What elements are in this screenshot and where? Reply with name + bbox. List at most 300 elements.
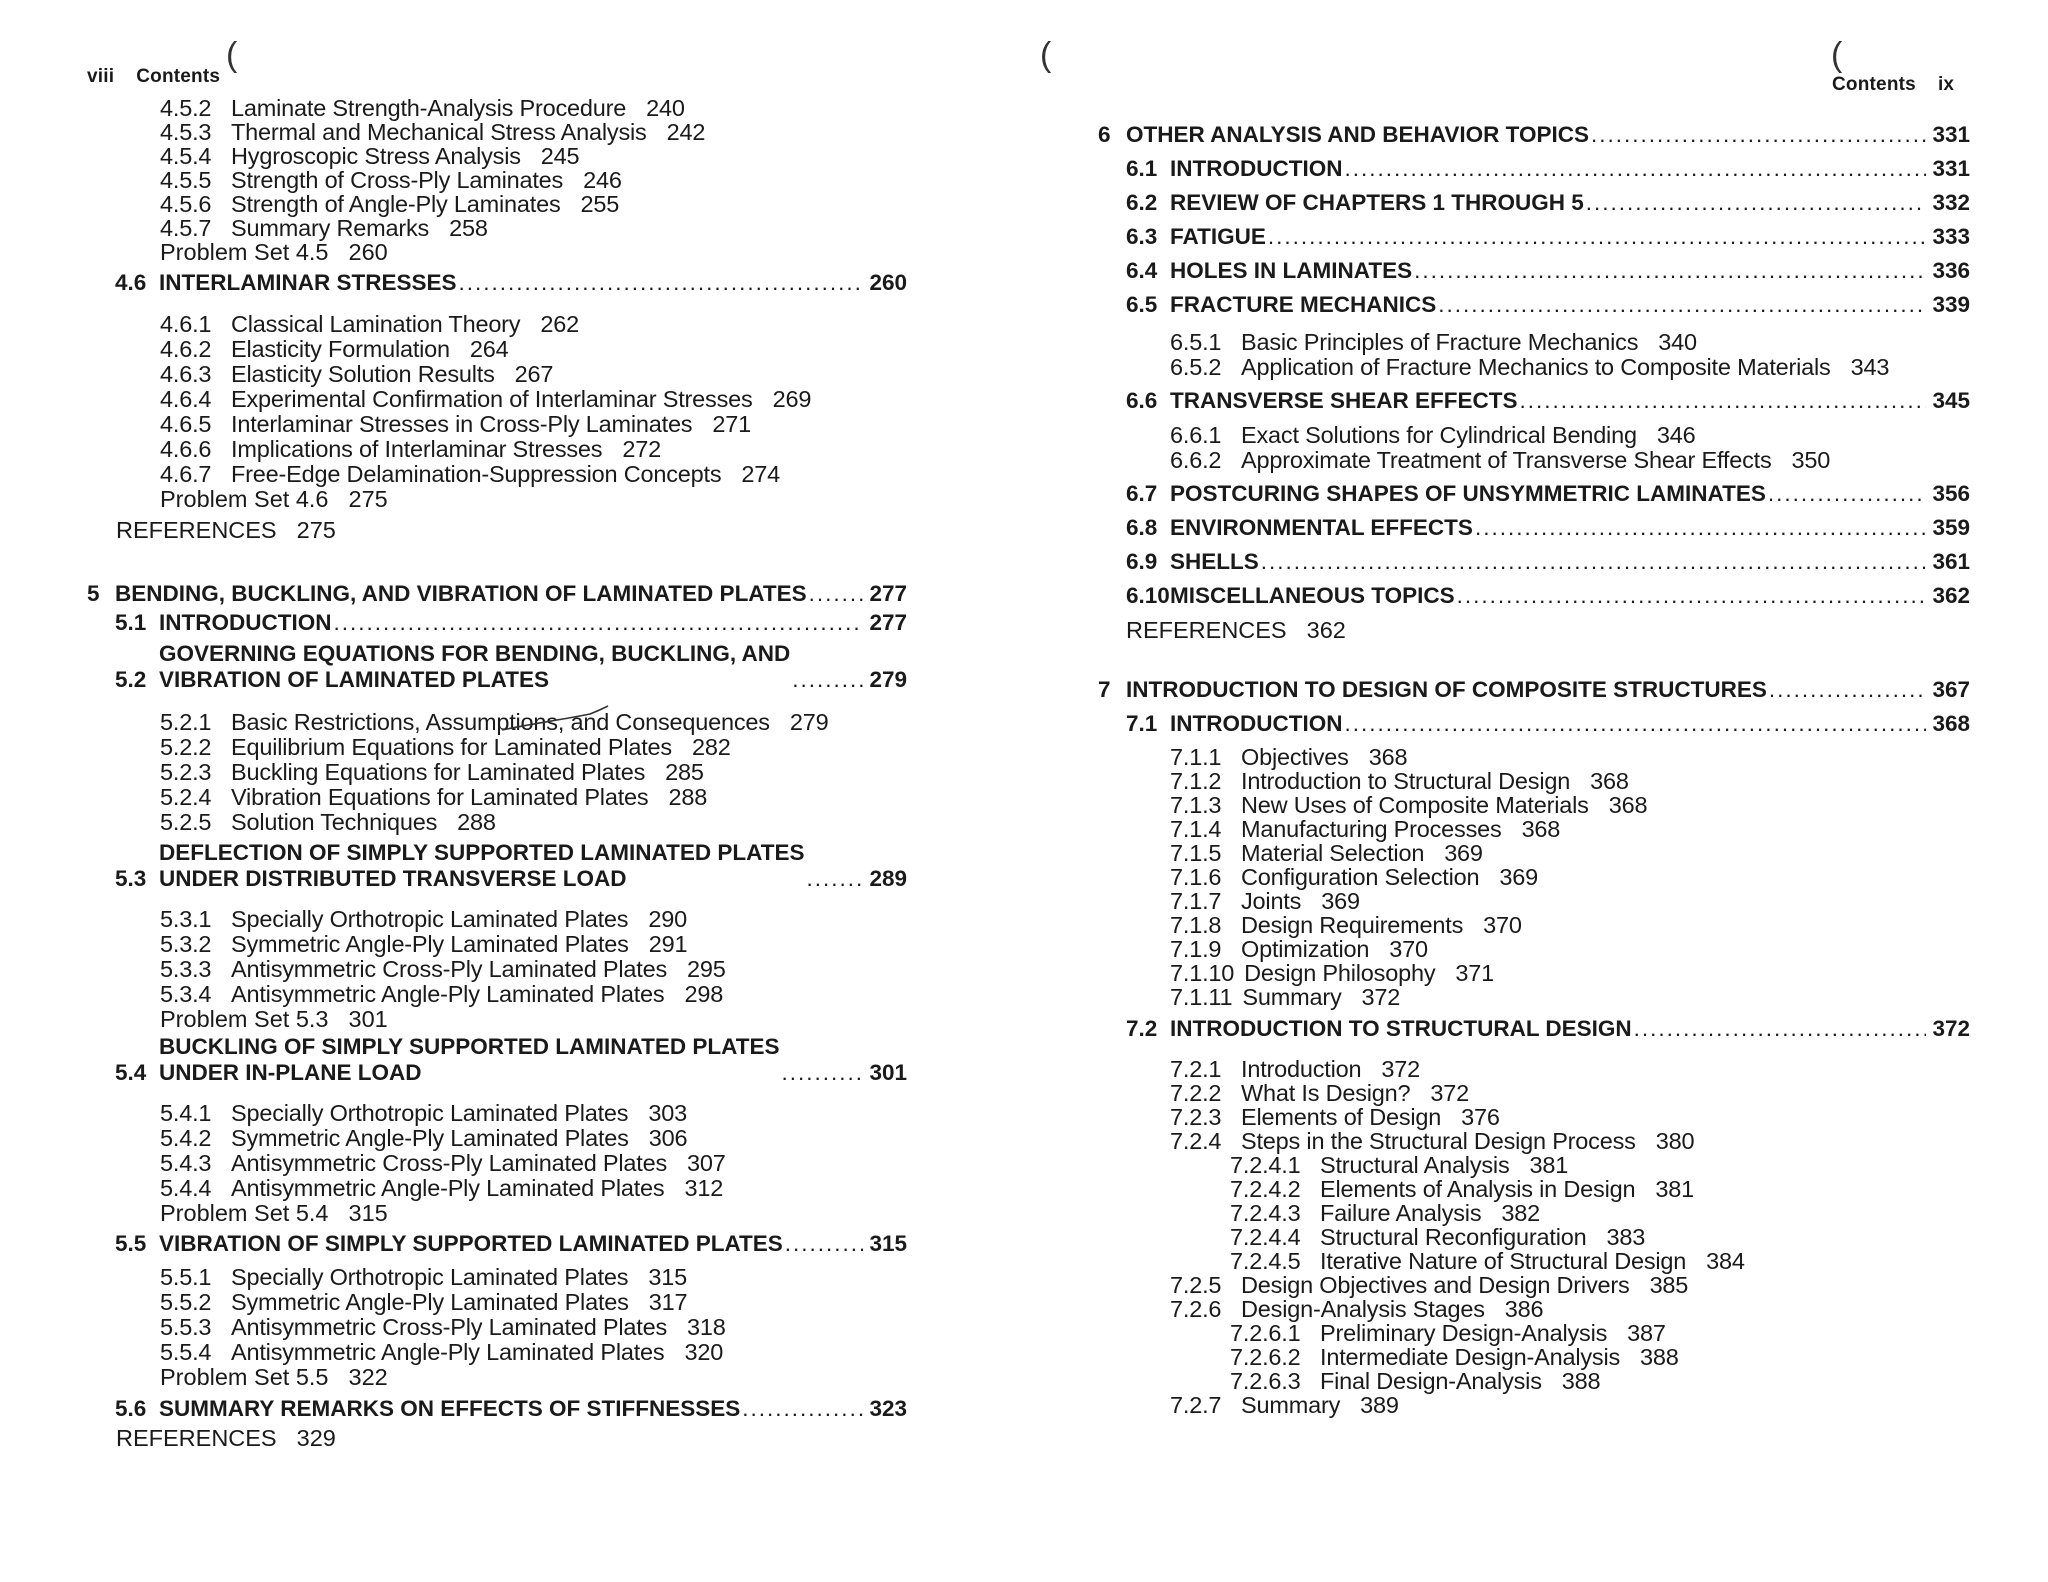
entry-page: 387 [1627,1320,1666,1346]
toc-problem-set-entry [160,1200,388,1227]
toc-problem-set-entry [160,239,388,266]
entry-number: 7.2.4 [1170,1128,1222,1154]
scan-mark: ( [1831,36,1843,74]
entry-page: 372 [1932,1016,1970,1041]
entry-title: What Is Design? [1241,1080,1411,1106]
entry-page: 371 [1455,960,1494,986]
entry-number: 4.6.5 [160,411,212,437]
toc-subsection-entry [160,119,705,146]
entry-number: 7.1.4 [1170,816,1222,842]
entry-number: 5.4.3 [160,1150,212,1176]
entry-number: 7.1.10 [1170,960,1235,986]
toc-subsection-entry [160,95,685,122]
toc-subsection-entry [1170,354,1889,381]
entry-page: 315 [348,1200,388,1226]
entry-page: 356 [1932,481,1970,506]
entry-title: Problem Set 4.6 [160,486,329,512]
entry-number: 4.6.1 [160,311,212,337]
entry-number: 7.1.1 [1170,744,1222,770]
entry-page: 295 [687,956,726,982]
entry-page: 380 [1655,1128,1695,1154]
entry-title: ENVIRONMENTAL EFFECTS [1170,515,1473,540]
entry-title: Structural Analysis [1320,1152,1510,1178]
dot-leader [459,270,864,296]
entry-number: 5.6 [115,1396,147,1421]
entry-title: New Uses of Composite Materials [1241,792,1589,818]
entry-title: Design Objectives and Design Drivers [1241,1272,1630,1298]
entry-page: 317 [648,1289,688,1315]
entry-title: Final Design-Analysis [1320,1368,1542,1394]
entry-title: Specially Orthotropic Laminated Plates [231,1264,629,1290]
toc-problem-set-entry [160,486,388,513]
entry-page: 372 [1430,1080,1470,1106]
toc-section-entry [1126,1016,1970,1042]
dot-leader [806,866,863,892]
entry-page: 385 [1649,1272,1689,1298]
entry-title: Specially Orthotropic Laminated Plates [231,906,629,932]
entry-page: 368 [1521,816,1561,842]
entry-title: Application of Fracture Mechanics to Composite Materials [1241,354,1831,380]
toc-subsection-entry [1170,840,1483,867]
entry-title: REVIEW OF CHAPTERS 1 THROUGH 5 [1170,190,1584,215]
dot-leader [1345,711,1927,737]
entry-page: 274 [741,461,780,487]
entry-title: SUMMARY REMARKS ON EFFECTS OF STIFFNESSES [159,1396,741,1421]
entry-number: 5.5.4 [160,1339,212,1365]
entry-number: 5.4 [115,1060,147,1085]
entry-page: 279 [789,709,829,735]
entry-title: REFERENCES [116,1425,277,1451]
entry-title: Summary [1241,1392,1341,1418]
entry-number: 5.5 [115,1231,147,1256]
entry-page: 246 [583,167,622,193]
entry-number: 7.2.4.5 [1230,1248,1301,1274]
entry-title: Steps in the Structural Design Process [1241,1128,1636,1154]
entry-number: 6.3 [1126,224,1158,249]
toc-subsection-entry [160,386,811,413]
entry-title: GOVERNING EQUATIONS FOR BENDING, BUCKLING, AND VIBRATION OF LAMINATED PLATES [159,641,791,692]
toc-subsection-entry [1170,864,1538,891]
entry-number: 6.7 [1126,481,1158,506]
page-number: viii [87,66,115,87]
toc-section-entry [115,641,907,693]
dot-leader [781,1060,863,1086]
entry-page: 322 [348,1364,388,1390]
entry-page: 289 [869,866,907,891]
entry-page: 303 [648,1100,687,1126]
toc-subsection-entry [1170,984,1400,1011]
toc-subsection-entry [160,461,780,488]
entry-page: 329 [296,1425,336,1451]
entry-title: BUCKLING OF SIMPLY SUPPORTED LAMINATED PLATES UNDER IN-PLANE LOAD [159,1034,780,1085]
toc-subsection-entry [160,1264,687,1291]
entry-title: SHELLS [1170,549,1259,574]
entry-title: Failure Analysis [1320,1200,1482,1226]
entry-title: Symmetric Angle-Ply Laminated Plates [231,1289,629,1315]
entry-page: 372 [1381,1056,1421,1082]
entry-number: 4.5.5 [160,167,212,193]
toc-subsection-entry [1170,936,1428,963]
toc-references-entry [116,517,336,544]
entry-page: 362 [1932,583,1970,608]
entry-title: Antisymmetric Cross-Ply Laminated Plates [231,1150,668,1176]
dot-leader [334,610,864,636]
running-head-right [1832,74,1954,96]
entry-number: 4.6.2 [160,336,212,362]
entry-page: 264 [469,336,509,362]
entry-page: 277 [869,610,907,635]
entry-number: 7.2 [1126,1016,1158,1041]
running-head-title: Contents [136,66,221,87]
entry-page: 272 [622,436,661,462]
entry-title: Specially Orthotropic Laminated Plates [231,1100,629,1126]
entry-title: Summary Remarks [231,215,430,241]
toc-section-entry [1126,224,1970,250]
toc-section-entry [1126,292,1970,318]
entry-number: 5.3.3 [160,956,212,982]
entry-title: BENDING, BUCKLING, AND VIBRATION OF LAMINATED PLATES [115,581,807,606]
entry-page: 388 [1561,1368,1601,1394]
entry-number: 5.4.2 [160,1125,212,1151]
entry-number: 7.1.6 [1170,864,1222,890]
toc-subsection-entry [160,981,723,1008]
entry-title: DEFLECTION OF SIMPLY SUPPORTED LAMINATED PLATES UNDER DISTRIBUTED TRANSVERSE LOAD [159,840,805,891]
entry-number: 5.5.2 [160,1289,212,1315]
page-number: ix [1937,74,1955,95]
entry-number: 4.5.3 [160,119,212,145]
entry-title: Problem Set 5.5 [160,1364,329,1390]
entry-page: 368 [1932,711,1970,736]
toc-subsection-entry [160,311,579,338]
entry-page: 369 [1444,840,1483,866]
entry-number: 6.1 [1126,156,1158,181]
entry-page: 291 [648,931,688,957]
dot-leader [1520,388,1927,414]
entry-title: Iterative Nature of Structural Design [1320,1248,1687,1274]
entry-number: 7.1.11 [1170,984,1233,1010]
toc-subsection-entry [160,709,828,736]
entry-page: 382 [1501,1200,1540,1226]
entry-number: 7.2.2 [1170,1080,1222,1106]
entry-title: INTRODUCTION [1170,711,1343,736]
entry-page: 381 [1655,1176,1694,1202]
entry-title: Problem Set 4.5 [160,239,329,265]
entry-number: 4.6.6 [160,436,212,462]
toc-subsection-entry [160,436,661,463]
entry-page: 369 [1321,888,1360,914]
entry-number: 4.5.4 [160,143,212,169]
toc-subsection-entry [1230,1176,1694,1203]
toc-subsection-entry [1170,960,1494,987]
entry-number: 7.2.6.1 [1230,1320,1301,1346]
dot-leader [1591,122,1926,148]
entry-page: 315 [869,1231,907,1256]
entry-number: 6 [1098,122,1111,147]
toc-section-entry [1126,190,1970,216]
entry-page: 258 [449,215,488,241]
entry-title: Strength of Cross-Ply Laminates [231,167,564,193]
entry-page: 345 [1932,388,1970,413]
entry-page: 315 [648,1264,687,1290]
entry-page: 285 [665,759,704,785]
dot-leader [1768,481,1927,507]
entry-page: 370 [1389,936,1428,962]
toc-subsection-entry [1170,744,1407,771]
dot-leader [1414,258,1926,284]
toc-subsection-entry [1170,888,1360,915]
entry-page: 332 [1932,190,1970,215]
running-head-left [87,66,220,88]
entry-number: 7.1.5 [1170,840,1222,866]
entry-number: 4.5.7 [160,215,212,241]
entry-page: 368 [1368,744,1408,770]
entry-page: 269 [772,386,812,412]
entry-number: 5 [87,581,100,606]
entry-title: FATIGUE [1170,224,1266,249]
toc-subsection-entry [160,784,707,811]
entry-title: Problem Set 5.4 [160,1200,329,1226]
entry-number: 6.5.2 [1170,354,1222,380]
toc-section-entry [1126,481,1970,507]
entry-title: Design Requirements [1241,912,1464,938]
entry-page: 255 [580,191,620,217]
entry-number: 6.8 [1126,515,1158,540]
entry-title: Experimental Confirmation of Interlaminar Stresses [231,386,753,412]
dot-leader [809,581,864,607]
toc-subsection-entry [1170,1128,1694,1155]
entry-number: 5.3.4 [160,981,212,1007]
entry-title: Intermediate Design-Analysis [1320,1344,1621,1370]
entry-title: FRACTURE MECHANICS [1170,292,1437,317]
entry-page: 343 [1850,354,1890,380]
entry-title: Basic Restrictions, Assumptions, and Consequences [231,709,770,735]
entry-page: 306 [648,1125,688,1151]
toc-section-entry [115,1396,907,1422]
dot-leader [1457,583,1927,609]
entry-title: INTERLAMINAR STRESSES [159,270,457,295]
entry-number: 7.2.3 [1170,1104,1222,1130]
dot-leader [1268,224,1927,250]
toc-subsection-entry [1170,768,1629,795]
toc-section-entry [115,1231,907,1257]
entry-number: 7.2.4.4 [1230,1224,1301,1250]
entry-title: Design Philosophy [1244,960,1436,986]
entry-title: Classical Lamination Theory [231,311,521,337]
toc-subsection-entry [160,1150,726,1177]
toc-section-entry [1126,258,1970,284]
entry-number: 7.2.6.2 [1230,1344,1301,1370]
entry-title: Implications of Interlaminar Stresses [231,436,603,462]
toc-section-entry [1126,515,1970,541]
entry-page: 340 [1658,329,1697,355]
entry-number: 6.6.1 [1170,422,1222,448]
scan-mark: ( [1040,36,1052,74]
entry-page: 369 [1499,864,1538,890]
entry-number: 5.5.3 [160,1314,212,1340]
entry-page: 242 [666,119,706,145]
entry-number: 7.2.5 [1170,1272,1222,1298]
toc-subsection-entry [1170,816,1560,843]
toc-subsection-entry [160,734,731,761]
toc-section-entry [1126,711,1970,737]
entry-title: REFERENCES [116,517,277,543]
entry-page: 298 [684,981,724,1007]
left-page [0,0,1010,1582]
entry-page: 312 [684,1175,724,1201]
entry-page: 240 [646,95,685,121]
toc-subsection-entry [160,956,726,983]
entry-title: Introduction [1241,1056,1362,1082]
entry-number: 6.6.2 [1170,447,1222,473]
entry-title: Strength of Angle-Ply Laminates [231,191,561,217]
entry-number: 7.2.4.1 [1230,1152,1301,1178]
toc-subsection-entry [160,411,751,438]
toc-subsection-entry [1170,422,1695,449]
entry-title: Design-Analysis Stages [1241,1296,1485,1322]
entry-page: 262 [540,311,579,337]
dot-leader [1438,292,1926,318]
entry-title: Antisymmetric Angle-Ply Laminated Plates [231,1339,665,1365]
entry-page: 279 [869,667,907,692]
entry-title: Preliminary Design-Analysis [1320,1320,1608,1346]
dot-leader [1475,515,1927,541]
toc-subsection-entry [160,1125,687,1152]
entry-title: Antisymmetric Cross-Ply Laminated Plates [231,1314,668,1340]
entry-page: 388 [1640,1344,1679,1370]
entry-page: 389 [1360,1392,1399,1418]
entry-page: 271 [712,411,751,437]
toc-chapter-entry [87,581,907,607]
entry-title: MISCELLANEOUS TOPICS [1170,583,1455,608]
entry-page: 323 [869,1396,907,1421]
entry-title: INTRODUCTION [159,610,332,635]
entry-number: 5.4.1 [160,1100,212,1126]
entry-number: 5.5.1 [160,1264,212,1290]
dot-leader [742,1396,863,1422]
entry-title: Introduction to Structural Design [1241,768,1571,794]
entry-title: Elasticity Formulation [231,336,450,362]
toc-subsection-entry [1230,1224,1645,1251]
entry-page: 307 [687,1150,726,1176]
entry-title: Basic Principles of Fracture Mechanics [1241,329,1639,355]
entry-number: 7.2.1 [1170,1056,1222,1082]
toc-subsection-entry [1170,329,1697,356]
dot-leader [1345,156,1927,182]
entry-title: Problem Set 5.3 [160,1006,329,1032]
toc-subsection-entry [1230,1152,1568,1179]
entry-number: 6.10 [1126,583,1170,608]
toc-subsection-entry [160,215,488,242]
toc-subsection-entry [160,191,619,218]
entry-number: 5.3.2 [160,931,212,957]
entry-title: Antisymmetric Angle-Ply Laminated Plates [231,981,665,1007]
toc-subsection-entry [1170,1296,1543,1323]
entry-number: 5.3 [115,866,147,891]
scan-mark: ( [226,36,238,74]
entry-number: 6.5.1 [1170,329,1222,355]
entry-title: Summary [1242,984,1342,1010]
entry-number: 6.9 [1126,549,1158,574]
toc-problem-set-entry [160,1364,388,1391]
entry-title: Antisymmetric Angle-Ply Laminated Plates [231,1175,665,1201]
toc-subsection-entry [1170,1080,1469,1107]
entry-title: Vibration Equations for Laminated Plates [231,784,649,810]
toc-subsection-entry [1170,1104,1500,1131]
entry-title: REFERENCES [1126,617,1287,643]
toc-section-entry [1126,583,1970,609]
entry-title: Buckling Equations for Laminated Plates [231,759,646,785]
entry-title: Laminate Strength-Analysis Procedure [231,95,627,121]
toc-subsection-entry [160,906,687,933]
toc-chapter-entry [1098,122,1970,148]
entry-page: 350 [1791,447,1831,473]
entry-page: 361 [1932,549,1970,574]
entry-number: 5.1 [115,610,147,635]
entry-page: 318 [687,1314,726,1340]
toc-chapter-entry [1098,677,1970,703]
dot-leader [1634,1016,1927,1042]
entry-page: 282 [691,734,731,760]
entry-title: Free-Edge Delamination-Suppression Concepts [231,461,722,487]
entry-number: 5.2.1 [160,709,212,735]
toc-subsection-entry [1230,1368,1600,1395]
toc-section-entry [115,840,907,892]
entry-number: 4.6 [115,270,147,295]
entry-title: TRANSVERSE SHEAR EFFECTS [1170,388,1518,413]
entry-number: 7.1.8 [1170,912,1222,938]
right-page [1010,0,2048,1582]
running-head-title: Contents [1832,74,1916,95]
entry-title: Interlaminar Stresses in Cross-Ply Laminates [231,411,693,437]
toc-subsection-entry [160,1175,723,1202]
toc-section-entry [1126,388,1970,414]
entry-page: 368 [1608,792,1648,818]
entry-number: 6.5 [1126,292,1158,317]
toc-references-entry [1126,617,1346,644]
entry-title: Antisymmetric Cross-Ply Laminated Plates [231,956,668,982]
entry-title: VIBRATION OF SIMPLY SUPPORTED LAMINATED PLATES [159,1231,783,1256]
toc-subsection-entry [160,336,509,363]
entry-number: 7.1.2 [1170,768,1222,794]
entry-title: Elements of Design [1241,1104,1442,1130]
entry-number: 5.2.3 [160,759,212,785]
entry-number: 4.6.4 [160,386,212,412]
toc-subsection-entry [160,931,687,958]
entry-page: 277 [869,581,907,606]
entry-title: Objectives [1241,744,1349,770]
entry-page: 320 [684,1339,724,1365]
toc-section-entry [115,1034,907,1086]
entry-title: Elasticity Solution Results [231,361,495,387]
entry-title: Solution Techniques [231,809,438,835]
entry-page: 275 [296,517,336,543]
toc-subsection-entry [1170,1056,1420,1083]
entry-title: Configuration Selection [1241,864,1480,890]
toc-subsection-entry [1230,1200,1540,1227]
entry-number: 4.6.7 [160,461,212,487]
toc-section-entry [115,270,907,296]
toc-subsection-entry [1230,1344,1679,1371]
entry-number: 7.2.6 [1170,1296,1222,1322]
entry-page: 245 [540,143,580,169]
toc-section-entry [1126,156,1970,182]
entry-title: POSTCURING SHAPES OF UNSYMMETRIC LAMINATES [1170,481,1766,506]
entry-title: Structural Reconfiguration [1320,1224,1587,1250]
entry-number: 7.1.7 [1170,888,1222,914]
entry-page: 381 [1529,1152,1569,1178]
entry-number: 7.2.4.2 [1230,1176,1301,1202]
entry-page: 288 [457,809,496,835]
